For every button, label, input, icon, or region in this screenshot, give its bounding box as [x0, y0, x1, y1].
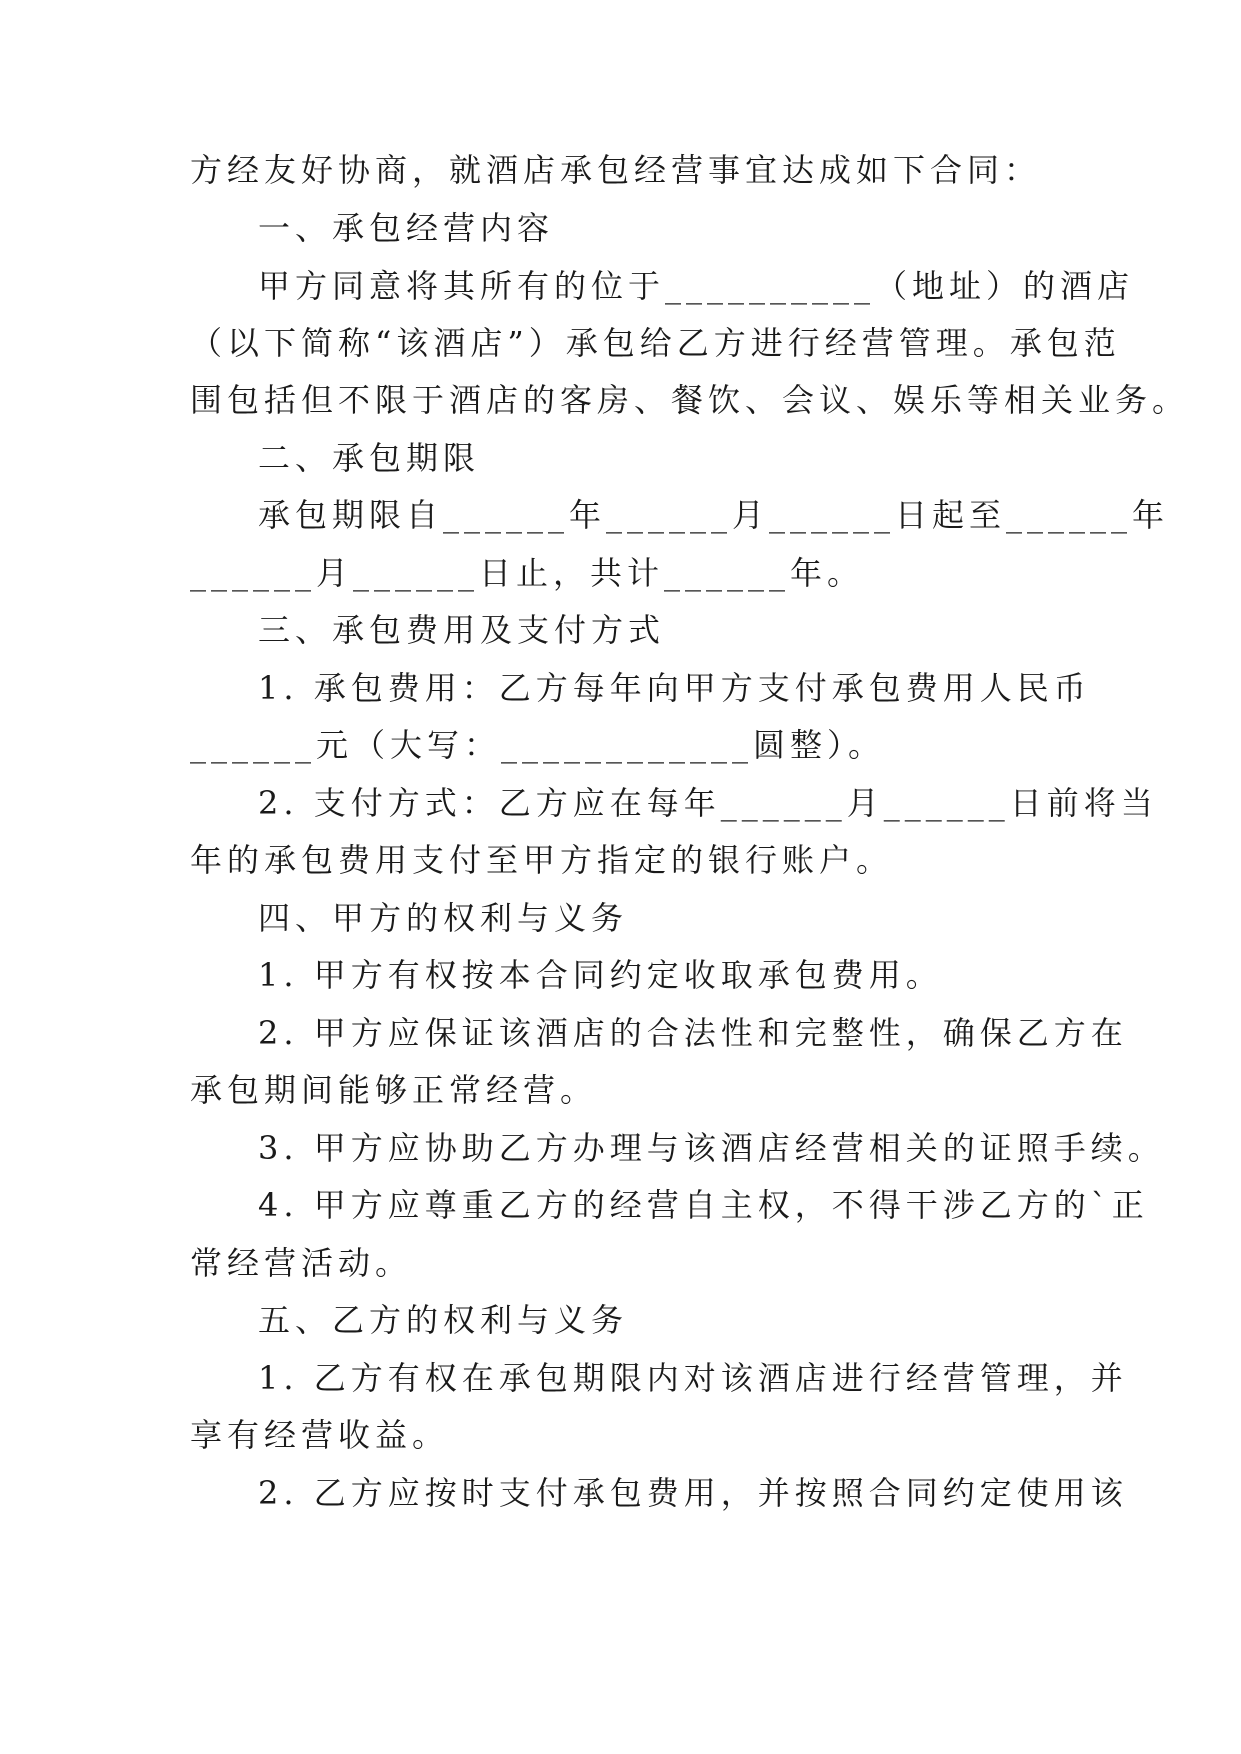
text-line: 承包期间能够正常经营。: [190, 1071, 598, 1109]
section-heading: 二、承包期限: [258, 439, 481, 477]
section-heading: 三、承包费用及支付方式: [258, 611, 666, 649]
text-line: 围包括但不限于酒店的客房、餐饮、会议、娱乐等相关业务。: [190, 381, 1190, 419]
text-line: ______月______日止，共计______年。: [190, 554, 865, 592]
text-line: 3. 甲方应协助乙方办理与该酒店经营相关的证照手续。: [258, 1129, 1165, 1167]
section-heading: 四、甲方的权利与义务: [258, 899, 629, 937]
text-line: 甲方同意将其所有的位于__________（地址）的酒店: [258, 267, 1135, 305]
text-line: 2. 乙方应按时支付承包费用，并按照合同约定使用该: [258, 1474, 1128, 1512]
text-line: 享有经营收益。: [190, 1416, 450, 1454]
section-heading: 一、承包经营内容: [258, 209, 555, 247]
section-heading: 五、乙方的权利与义务: [258, 1301, 629, 1339]
text-line: 承包期限自______年______月______日起至______年: [258, 496, 1170, 534]
text-line: 1. 乙方有权在承包期限内对该酒店进行经营管理，并: [258, 1359, 1128, 1397]
text-line: 2. 甲方应保证该酒店的合法性和完整性，确保乙方在: [258, 1014, 1128, 1052]
text-line: 4. 甲方应尊重乙方的经营自主权，不得干涉乙方的`正: [258, 1186, 1149, 1224]
text-line: 2. 支付方式：乙方应在每年______月______日前将当: [258, 784, 1158, 822]
text-line: （以下简称“该酒店”）承包给乙方进行经营管理。承包范: [190, 324, 1121, 362]
text-line: 常经营活动。: [190, 1244, 413, 1282]
text-line: ______元（大写：____________圆整）。: [190, 726, 886, 764]
text-line: 1. 甲方有权按本合同约定收取承包费用。: [258, 956, 943, 994]
text-line: 年的承包费用支付至甲方指定的银行账户。: [190, 841, 894, 879]
text-line: 方经友好协商，就酒店承包经营事宜达成如下合同：: [190, 151, 1042, 189]
text-line: 1. 承包费用：乙方每年向甲方支付承包费用人民币: [258, 669, 1091, 707]
